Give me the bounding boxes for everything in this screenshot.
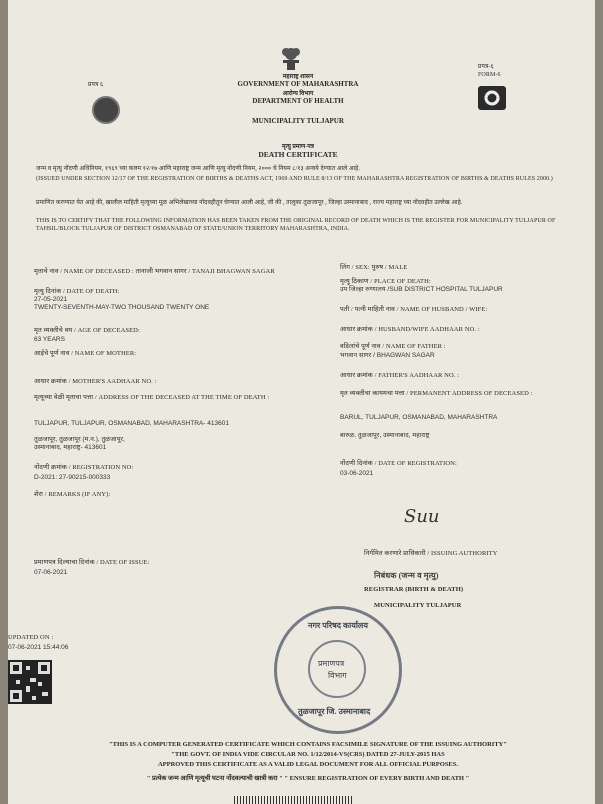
qr-code-icon <box>8 660 52 704</box>
issue-value: 07-06-2021 <box>34 569 68 576</box>
footer-line-4-mr: " प्रत्येक जन्म आणि मृत्यूची घटना नोंदवल्याची खात्री करा " <box>146 775 283 782</box>
pod-label: मृत्यु ठिकाण / PLACE OF DEATH: <box>340 278 431 285</box>
gov-mr: महाराष्ट्र शासन <box>282 74 314 80</box>
perm-value: BARUL, TULJAPUR, OSMANABAD, MAHARASHTRA <box>340 414 498 421</box>
municipal-seal-inner <box>308 640 366 698</box>
dod-words: TWENTY-SEVENTH-MAY-TWO THOUSAND TWENTY ONE <box>34 304 210 311</box>
crs-logo-icon <box>478 86 506 110</box>
sex-label: लिंग / SEX: <box>340 264 370 271</box>
address-value: TULJAPUR, TULJAPUR, OSMANABAD, MAHARASHTRA- 413601 <box>34 420 229 427</box>
intro-line-4: THIS IS TO CERTIFY THAT THE FOLLOWING INFORMATION HAS BEEN TAKEN FROM THE ORIGINAL RECORD OF DEATH WHICH IS THE REGISTER FOR MUNICIPALITY TULJAPUR OF TAHSIL/BLOCK TULJAPUR OF DISTRICT OSMANABAD OF STATE/UNION TERRITORY MAHARASHTRA, INDIA. <box>36 218 556 232</box>
dod-label: मृत्यु दिनांक / DATE OF DEATH: <box>34 288 120 295</box>
footer-line-2: "THE GOVT. OF INDIA VIDE CIRCULAR NO. 1/12/2014-VS(CRS) DATED 27-JULY-2015 HAS <box>171 751 445 758</box>
name-field <box>34 268 294 276</box>
issue-label: प्रमाणपत्र दिल्याचा दिनांक / DATE OF ISSUE: <box>34 559 150 566</box>
reg-no-value: D-2021: 27-90215-000333 <box>34 474 111 481</box>
intro-line-3: प्रमाणित करण्यात येत आहे की, खालील माहिती मृत्युच्या मूळ अभिलेखाच्या नोंदवहीतून घेण्यात आली आहे, जी की , तालुका तुळजापूर , जिल्हा उस्मानाबाद , राज्य महाराष्ट्र च्या नोंदवहीत उल्लेख आहे. <box>36 200 463 206</box>
dept-mr: आरोग्य विभाग <box>282 91 314 97</box>
remarks-label: शेरा / REMARKS (IF ANY): <box>34 491 111 498</box>
seal-top-text: नगर परिषद कार्यालय <box>308 621 368 630</box>
intro-line-2: (ISSUED UNDER SECTION 12/17 OF THE REGISTRATION OF BIRTHS & DEATHS ACT, 1969 AND RULE 8/13 OF THE MAHARASHTRA REGISTRATION OF BIRTHS & DEATHS RULES 2000.) <box>36 176 553 182</box>
cert-title: DEATH CERTIFICATE <box>258 150 338 159</box>
cert-title-mr: मृत्यु प्रमाण-पत्र <box>282 144 314 150</box>
sex-value: पुरुष / MALE <box>371 264 408 271</box>
seal-center-text: प्रमाणपत्र <box>318 659 345 668</box>
reg-no-label: नोंदणी क्रमांक / REGISTRATION NO: <box>34 464 134 471</box>
updated-label: UPDATED ON : <box>8 634 54 641</box>
perm-label: मृत व्यक्तीचा कायमचा पत्ता / PERMANENT ADDRESS OF DECEASED : <box>340 390 533 397</box>
updated-value: 07-06-2021 15:44:06 <box>8 644 69 651</box>
mother-label: आईचे पूर्ण नाव / NAME OF MOTHER: <box>34 350 137 357</box>
seal-icon <box>92 96 120 124</box>
form-number-left: प्रपत्र ६ <box>88 82 104 88</box>
form-number-right: FORM-6 <box>478 72 501 78</box>
municipality-footer: MUNICIPALITY TULJAPUR <box>374 602 462 609</box>
municipality-header: MUNICIPALITY TULJAPUR <box>252 117 344 125</box>
dept-en: DEPARTMENT OF HEALTH <box>252 97 344 105</box>
footer-line-4-en: " ENSURE REGISTRATION OF EVERY BIRTH AND DEATH " <box>284 775 470 782</box>
sex-field <box>340 264 407 272</box>
seal-bottom-text: तुळजापूर जि. उस्मानाबाद <box>298 707 371 716</box>
reg-date-label: नोंदणी दिनांक / DATE OF REGISTRATION: <box>340 460 457 467</box>
spouse-label: पती / पत्नी माहिती नाव / NAME OF HUSBAND / WIFE: <box>340 306 488 313</box>
age-label: मृत व्यक्तीचे वय / AGE OF DECEASED: <box>34 327 140 334</box>
national-emblem-icon <box>276 40 306 72</box>
father-label: वडिलांचे पूर्ण नाव / NAME OF FATHER : <box>340 343 446 350</box>
footer-line-4 <box>28 773 588 782</box>
footer-line-1: "THIS IS A COMPUTER GENERATED CERTIFICATE WHICH CONTAINS FACSIMILE SIGNATURE OF THE ISSUING AUTHORITY" <box>109 741 507 748</box>
gov-en: GOVERNMENT OF MAHARASHTRA <box>237 80 359 88</box>
address-label: मृत्यूच्या वेळी मृताचा पत्ता / ADDRESS OF THE DECEASED AT THE TIME OF DEATH : <box>34 394 270 401</box>
issuing-authority-mr: निर्गमित करणारे प्राधिकारी <box>364 550 426 557</box>
seal-center-text-2: विभाग <box>328 671 347 680</box>
father-value: भगवान सागर / BHAGWAN SAGAR <box>340 352 435 359</box>
pod-value: उप जिल्हा रुग्णालय /SUB DISTRICT HOSPITAL TULJAPUR <box>340 286 503 293</box>
age-value: 63 YEARS <box>34 336 65 343</box>
name-label: मृताचे नाव / NAME OF DECEASED : <box>34 268 134 275</box>
name-value: तानाजी भगवान सागर / TANAJI BHAGWAN SAGAR <box>135 268 275 275</box>
spouse-aadhaar-label: आधार क्रमांक / HUSBAND/WIFE AADHAAR NO. : <box>340 326 480 333</box>
registrar-label: REGISTRAR (BIRTH & DEATH) <box>364 586 464 593</box>
mother-aadhaar-label: आधार क्रमांक / MOTHER'S AADHAAR NO. : <box>34 378 157 385</box>
footer-line-3: APPROVED THIS CERTIFICATE AS A VALID LEGAL DOCUMENT FOR ALL OFFICIAL PURPOSES. <box>157 761 459 768</box>
address-value-mr: तुळजापूर, तुळजापूर (म.न.), तुळजापूर, उस्मानाबाद, महाराष्ट्र- 413601 <box>34 436 125 451</box>
intro-line-1: जन्म व मृत्यु नोंदणी अधिनियम, १९६९ च्या कलम १२/१७ आणि महाराष्ट्र जन्म आणि मृत्यु नोंदणी नियम, २००० चे नियम ८/१३ अन्वये देण्यात आले आहे. <box>36 166 361 172</box>
father-aadhaar-label: आधार क्रमांक / FATHER'S AADHAAR NO. : <box>340 372 460 379</box>
issuing-authority-en: ISSUING AUTHORITY <box>431 550 498 557</box>
barcode <box>234 796 354 804</box>
reg-date-value: 03-06-2021 <box>340 470 374 477</box>
certificate-sheet <box>8 0 595 804</box>
issuing-authority-label: निर्गमित करणारे प्राधिकारी / ISSUING AUTHORITY <box>364 550 498 557</box>
signature: Suu <box>404 506 440 527</box>
registrar-stamp-mr: निबंधक (जन्म व मृत्यु) <box>374 571 439 580</box>
perm-value-mr: बारुळ, तुळजापूर, उस्मानाबाद, महाराष्ट्र <box>340 432 430 439</box>
form-number-right-mr: प्रपत्र-६ <box>478 64 494 70</box>
dod-value: 27-05-2021 <box>34 296 68 303</box>
